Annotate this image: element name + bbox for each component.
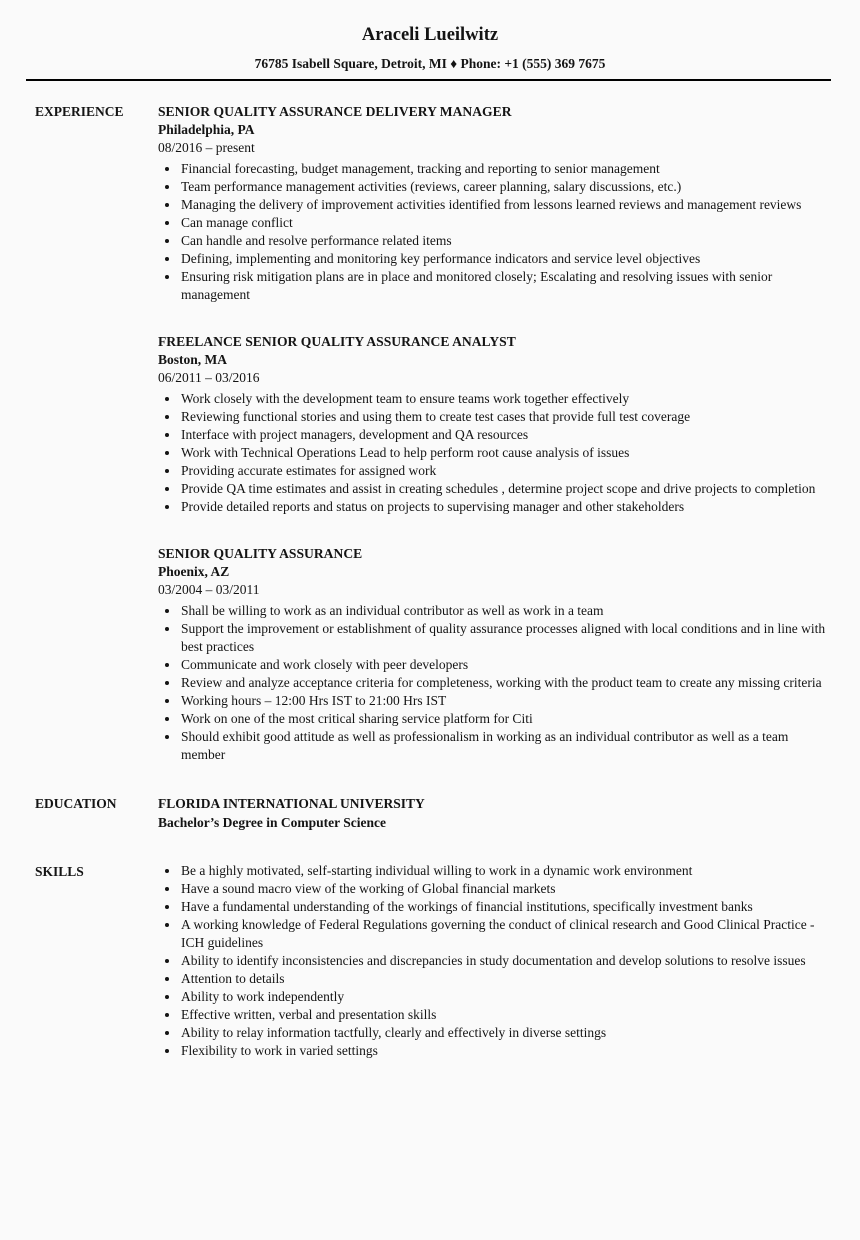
bullet-item: • Attention to details — [180, 970, 826, 988]
section-skills — [35, 862, 860, 1060]
bullet-item: • A working knowledge of Federal Regulations governing the conduct of clinical research and Good Clinical Practice - ICH guidelines — [180, 916, 826, 952]
section-label-education: EDUCATION — [35, 796, 117, 811]
bullet-item: • Financial forecasting, budget management, tracking and reporting to senior management — [180, 160, 826, 178]
job-title: FREELANCE SENIOR QUALITY ASSURANCE ANALYST — [158, 334, 516, 349]
bullet-item: • Ability to identify inconsistencies and discrepancies in study documentation and develop solutions to resolve issues — [180, 952, 826, 970]
bullet-item: • Should exhibit good attitude as well as professionalism in working as an individual contributor as well as a team member — [180, 728, 826, 764]
bullet-item: • Provide QA time estimates and assist in creating schedules , determine project scope and drive projects to completion — [180, 480, 826, 498]
bullet-item: • Have a fundamental understanding of the workings of financial institutions, specifically investment banks — [180, 898, 826, 916]
section-label-experience: EXPERIENCE — [35, 104, 124, 119]
bullet-item: • Have a sound macro view of the working of Global financial markets — [180, 880, 826, 898]
education-degree: Bachelor’s Degree in Computer Science — [158, 815, 386, 830]
bullet-item: • Flexibility to work in varied settings — [180, 1042, 826, 1060]
bullet-item: • Can manage conflict — [180, 214, 826, 232]
bullet-item: • Ensuring risk mitigation plans are in place and monitored closely; Escalating and resolving issues with senior management — [180, 268, 826, 304]
job-dates: 06/2011 – 03/2016 — [158, 370, 260, 385]
bullet-item: • Work on one of the most critical sharing service platform for Citi — [180, 710, 826, 728]
resume-header — [0, 24, 860, 81]
bullet-item: • Defining, implementing and monitoring key performance indicators and service level objectives — [180, 250, 826, 268]
job-dates: 03/2004 – 03/2011 — [158, 582, 260, 597]
bullet-item: • Effective written, verbal and presentation skills — [180, 1006, 826, 1024]
bullet-item: • Provide detailed reports and status on projects to supervising manager and other stakeholders — [180, 498, 826, 516]
resume-body — [0, 81, 860, 1060]
skills-content — [158, 862, 826, 1060]
bullet-item: • Shall be willing to work as an individual contributor as well as work in a team — [180, 602, 826, 620]
bullet-item: • Reviewing functional stories and using them to create test cases that provide full test coverage — [180, 408, 826, 426]
bullet-item: • Work closely with the development team to ensure teams work together effectively — [180, 390, 826, 408]
experience-content — [158, 102, 826, 764]
job-title: SENIOR QUALITY ASSURANCE — [158, 546, 363, 561]
education-content — [158, 794, 826, 832]
bullet-item: • Ability to relay information tactfully, clearly and effectively in diverse settings — [180, 1024, 826, 1042]
section-experience — [35, 102, 860, 764]
job-bullet-list — [158, 390, 826, 516]
education-school: FLORIDA INTERNATIONAL UNIVERSITY — [158, 796, 425, 811]
bullet-item: • Working hours – 12:00 Hrs IST to 21:00 Hrs IST — [180, 692, 826, 710]
job-entry-3 — [158, 544, 826, 764]
job-location: Philadelphia, PA — [158, 122, 255, 137]
section-education — [35, 794, 860, 832]
candidate-name: Araceli Lueilwitz — [361, 25, 499, 45]
bullet-item: • Support the improvement or establishment of quality assurance processes aligned with local conditions and in line with best practices — [180, 620, 826, 656]
bullet-item: • Review and analyze acceptance criteria for completeness, working with the product team to create any missing criteria — [180, 674, 826, 692]
bullet-item: • Work with Technical Operations Lead to help perform root cause analysis of issues — [180, 444, 826, 462]
job-entry-1 — [158, 102, 826, 304]
section-label-skills: SKILLS — [35, 864, 84, 879]
job-dates: 08/2016 – present — [158, 140, 255, 155]
job-location: Boston, MA — [158, 352, 228, 367]
contact-line: 76785 Isabell Square, Detroit, MI ♦ Phone: +1 (555) 369 7675 — [254, 56, 606, 71]
job-location: Phoenix, AZ — [158, 564, 230, 579]
bullet-item: • Providing accurate estimates for assigned work — [180, 462, 826, 480]
bullet-item: • Communicate and work closely with peer developers — [180, 656, 826, 674]
bullet-item: • Interface with project managers, development and QA resources — [180, 426, 826, 444]
bullet-item: • Can handle and resolve performance related items — [180, 232, 826, 250]
job-bullet-list — [158, 160, 826, 304]
job-entry-2 — [158, 332, 826, 516]
bullet-item: • Ability to work independently — [180, 988, 826, 1006]
bullet-item: • Be a highly motivated, self-starting individual willing to work in a dynamic work environment — [180, 862, 826, 880]
bullet-item: • Managing the delivery of improvement activities identified from lessons learned reviews and management reviews — [180, 196, 826, 214]
job-title: SENIOR QUALITY ASSURANCE DELIVERY MANAGER — [158, 104, 512, 119]
bullet-item: • Team performance management activities (reviews, career planning, salary discussions, etc.) — [180, 178, 826, 196]
job-bullet-list — [158, 602, 826, 764]
skills-bullet-list — [158, 862, 826, 1060]
